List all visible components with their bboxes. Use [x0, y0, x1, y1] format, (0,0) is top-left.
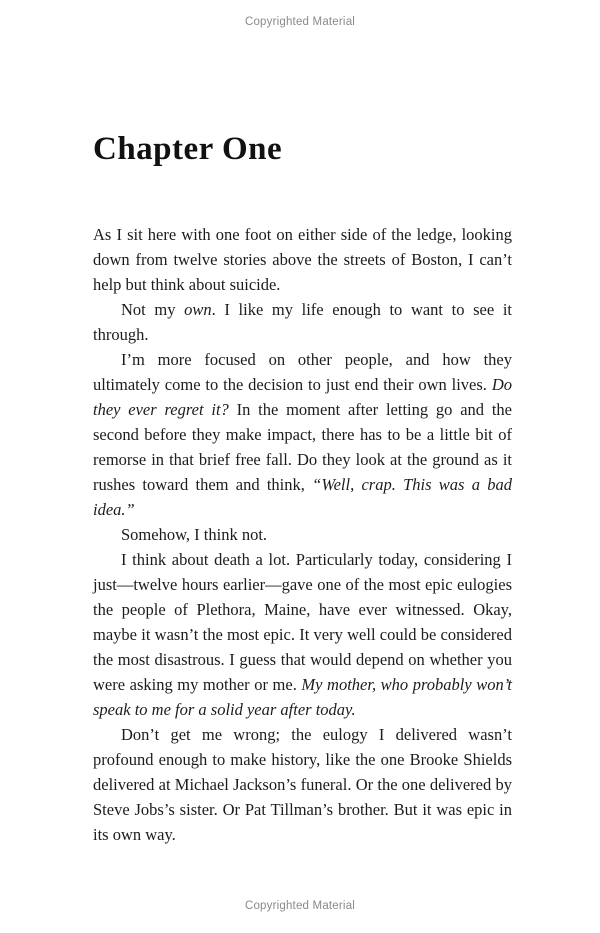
text-segment: Not my — [121, 300, 185, 319]
body-text — [93, 222, 512, 847]
text-segment: I’m more focused on other people, and how they ultimately come to the decision to just end their own lives. — [93, 350, 512, 394]
text-segment: As I sit here with one foot on either side of the ledge, looking down from twelve stories above the streets of Boston, I can’t help but think about suicide. — [93, 225, 512, 294]
text-segment-italic: “Well, crap. This was a bad idea.” — [93, 475, 512, 519]
text-segment-italic: My mother, who probably won’t speak to me for a solid year after today. — [93, 675, 512, 719]
copyright-notice-bottom: Copyrighted Material — [244, 900, 356, 912]
paragraph — [93, 522, 512, 547]
text-segment: I think about death a lot. Particularly today, considering I just—twelve hours earlier—gave one of the most epic eulogies the people of Plethora, Maine, have ever witnessed. Okay, maybe it wasn’t the most epic. It very well could be considered the most disastrous. I guess that would depend on whether you were asking my mother or me. — [93, 550, 512, 694]
text-segment: Don’t get me wrong; the eulogy I delivered wasn’t profound enough to make history, like the one Brooke Shields delivered at Michael Jackson’s funeral. Or the one delivered by Steve Jobs’s sister. Or Pat Tillman’s brother. But it was epic in its own way. — [93, 725, 512, 844]
paragraph — [93, 297, 512, 347]
paragraph — [93, 347, 512, 522]
text-segment: . I like my life enough to want to see it through. — [93, 300, 513, 344]
paragraph — [93, 722, 512, 847]
chapter-title: Chapter One — [93, 131, 283, 167]
text-segment-italic: Do they ever regret it? — [93, 375, 512, 419]
text-segment-italic: own — [184, 300, 212, 319]
copyright-notice-top: Copyrighted Material — [244, 16, 356, 28]
paragraph — [93, 547, 512, 722]
text-segment: In the moment after letting go and the second before they make impact, there has to be a little bit of remorse in that brief free fall. Do they look at the ground as it rushes toward them and think, — [93, 400, 512, 494]
paragraph — [93, 222, 512, 297]
text-segment: Somehow, I think not. — [121, 525, 268, 544]
